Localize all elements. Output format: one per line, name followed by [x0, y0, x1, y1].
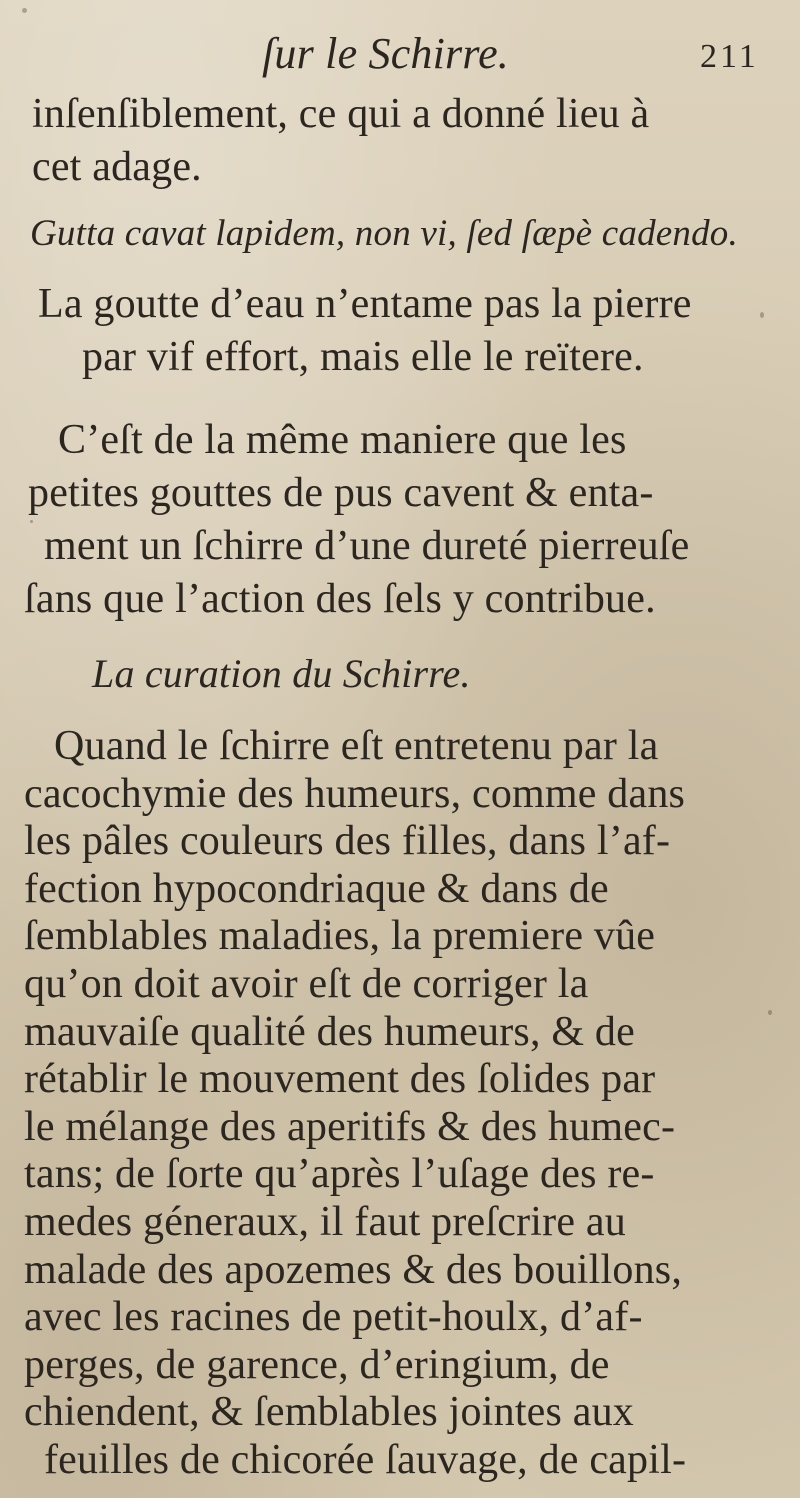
text-line: par vif effort, mais elle le reïtere.	[82, 334, 644, 380]
text-line: avec les racines de petit-houlx, d’af-	[24, 1294, 643, 1340]
text-line: fection hypocondriaque & dans de	[24, 866, 609, 912]
text-line: perges, de garence, d’eringium, de	[24, 1342, 610, 1388]
page-number: 211	[700, 38, 759, 75]
text-line: mauvaiſe qualité des humeurs, & de	[24, 1009, 635, 1055]
text-line: La goutte d’eau n’entame pas la pierre	[38, 281, 692, 327]
section-heading: La curation du Schirre.	[92, 651, 471, 696]
text-line: Quand le ſchirre eſt entretenu par la	[54, 723, 659, 769]
paper-speck	[22, 8, 27, 13]
text-line: feuilles de chicorée ſauvage, de capil-	[44, 1437, 687, 1483]
text-line: ſans que l’action des ſels y contribue.	[24, 576, 656, 622]
text-line: chiendent, & ſemblables jointes aux	[24, 1389, 635, 1435]
latin-maxim: Gutta cavat lapidem, non vi, ſed ſæpè cadendo.	[30, 213, 738, 254]
text-line: medes géneraux, il faut preſcrire au	[24, 1199, 626, 1245]
text-line: le mélange des aperitifs & des humec-	[24, 1104, 676, 1150]
text-line: rétablir le mouvement des ſolides par	[24, 1056, 656, 1102]
paper-speck	[760, 312, 764, 318]
text-line: C’eſt de la même maniere que les	[58, 417, 627, 463]
text-line: malade des apozemes & des bouillons,	[24, 1247, 683, 1293]
text-line: cet adage.	[32, 144, 202, 190]
paper-speck	[30, 520, 33, 523]
text-line: tans; de ſorte qu’après l’uſage des re-	[24, 1151, 655, 1197]
text-line: les pâles couleurs des filles, dans l’af-	[24, 818, 671, 864]
text-line: qu’on doit avoir eſt de corriger la	[24, 961, 589, 1007]
text-line: cacochymie des humeurs, comme dans	[24, 771, 686, 817]
text-line: petites gouttes de pus cavent & enta-	[28, 470, 654, 516]
running-head: ſur le Schirre.	[262, 29, 509, 78]
paper-speck	[768, 1010, 772, 1015]
text-line: ſemblables maladies, la premiere vûe	[24, 913, 656, 959]
text-line: ment un ſchirre d’une dureté pierreuſe	[44, 523, 690, 569]
text-line: inſenſiblement, ce qui a donné lieu à	[32, 91, 650, 137]
